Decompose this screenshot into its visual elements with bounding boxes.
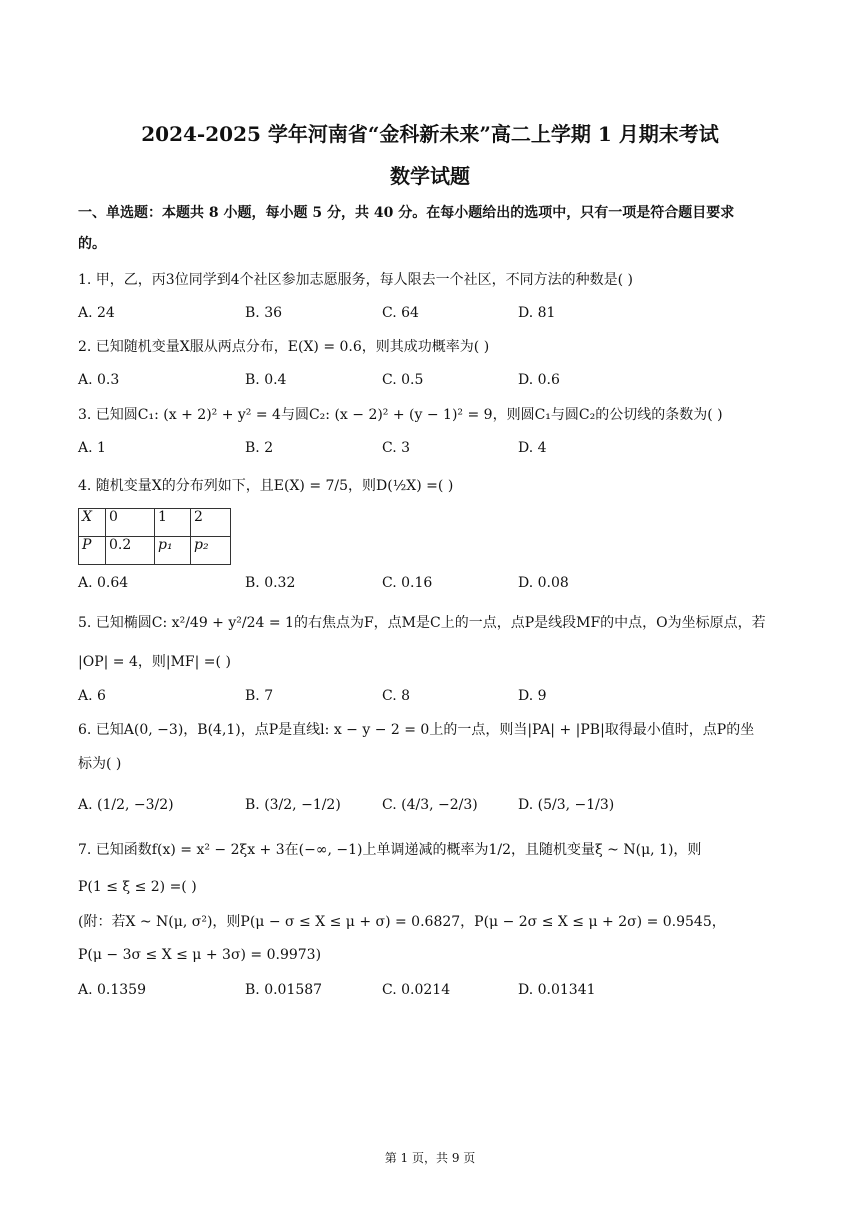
option-b: B. 2 <box>245 440 274 456</box>
question-6-stem: 6. 已知A(0, −3)，B(4,1)，点P是直线l: x − y − 2 = 0上的一点，则当|PA| + |PB|取得最小值时，点P的坐 <box>78 722 755 738</box>
exam-title-line1: 2024-2025 学年河南省“金科新未来”高二上学期 1 月期末考试 <box>141 122 719 146</box>
option-b: B. (3/2, −1/2) <box>245 797 341 813</box>
question-4-stem: 4. 随机变量X的分布列如下，且E(X) = 7/5，则D(½X) =( ) <box>78 478 454 494</box>
option-b: B. 0.01587 <box>245 982 323 998</box>
option-c: C. (4/3, −2/3) <box>382 797 478 813</box>
option-a: A. 0.64 <box>78 575 129 591</box>
option-c: C. 0.16 <box>382 575 433 591</box>
option-a: A. 24 <box>78 305 115 321</box>
question-3-options <box>78 438 778 458</box>
question-4-options <box>78 573 778 593</box>
option-c: C. 3 <box>382 440 411 456</box>
table-cell: p₂ <box>191 537 231 565</box>
question-5-options <box>78 686 778 706</box>
option-a: A. 1 <box>78 440 106 456</box>
question-7-note-cont: P(μ − 3σ ≤ X ≤ μ + 3σ) = 0.9973) <box>78 947 322 963</box>
question-2-options <box>78 370 778 390</box>
question-3-stem: 3. 已知圆C₁: (x + 2)² + y² = 4与圆C₂: (x − 2)² + (y − 1)² = 9，则圆C₁与圆C₂的公切线的条数为( ) <box>78 407 723 423</box>
question-7-stem: 7. 已知函数f(x) = x² − 2ξx + 3在(−∞, −1)上单调递减的概率为1/2，且随机变量ξ ~ N(μ, 1)，则 <box>78 842 702 858</box>
table-cell: 1 <box>155 509 191 537</box>
option-c: C. 64 <box>382 305 419 321</box>
question-5-stem-cont: |OP| = 4，则|MF| =( ) <box>78 654 231 670</box>
section-heading: 一、单选题：本题共 8 小题，每小题 5 分，共 40 分。在每小题给出的选项中，只有一项是符合题目要求 <box>78 205 735 221</box>
option-a: A. 0.1359 <box>78 982 146 998</box>
option-a: A. 6 <box>78 688 106 704</box>
question-7-options <box>78 980 778 1000</box>
table-cell: 0 <box>106 509 155 537</box>
table-cell: 2 <box>191 509 231 537</box>
option-d: D. 9 <box>518 688 547 704</box>
question-7-stem-cont: P(1 ≤ ξ ≤ 2) =( ) <box>78 879 197 895</box>
question-6-stem-cont: 标为( ) <box>78 756 122 772</box>
question-2-stem: 2. 已知随机变量X服从两点分布，E(X) = 0.6，则其成功概率为( ) <box>78 339 490 355</box>
option-d: D. 0.08 <box>518 575 569 591</box>
distribution-table <box>78 508 231 565</box>
option-d: D. 81 <box>518 305 556 321</box>
question-1-options <box>78 303 778 323</box>
exam-title-line2: 数学试题 <box>390 164 470 188</box>
table-cell: 0.2 <box>106 537 155 565</box>
section-heading-cont: 的。 <box>78 236 106 252</box>
table-cell: p₁ <box>155 537 191 565</box>
option-b: B. 0.4 <box>245 372 287 388</box>
option-c: C. 8 <box>382 688 411 704</box>
table-cell: P <box>79 537 106 565</box>
option-d: D. 4 <box>518 440 547 456</box>
option-c: C. 0.5 <box>382 372 424 388</box>
question-6-options <box>78 795 778 815</box>
option-d: D. 0.6 <box>518 372 560 388</box>
page-footer: 第 1 页，共 9 页 <box>384 1151 476 1165</box>
option-d: D. 0.01341 <box>518 982 596 998</box>
table-cell: X <box>79 509 106 537</box>
option-b: B. 0.32 <box>245 575 296 591</box>
question-1-stem: 1. 甲，乙，丙3位同学到4个社区参加志愿服务，每人限去一个社区，不同方法的种数是( ) <box>78 272 633 288</box>
option-d: D. (5/3, −1/3) <box>518 797 615 813</box>
option-a: A. (1/2, −3/2) <box>78 797 174 813</box>
option-c: C. 0.0214 <box>382 982 451 998</box>
option-b: B. 7 <box>245 688 274 704</box>
question-5-stem: 5. 已知椭圆C: x²/49 + y²/24 = 1的右焦点为F，点M是C上的一点，点P是线段MF的中点，O为坐标原点，若 <box>78 615 766 631</box>
table-row <box>79 509 231 537</box>
table-row <box>79 537 231 565</box>
option-b: B. 36 <box>245 305 283 321</box>
option-a: A. 0.3 <box>78 372 120 388</box>
question-7-note: (附：若X ~ N(μ, σ²)，则P(μ − σ ≤ X ≤ μ + σ) = 0.6827，P(μ − 2σ ≤ X ≤ μ + 2σ) = 0.9545， <box>78 914 726 930</box>
